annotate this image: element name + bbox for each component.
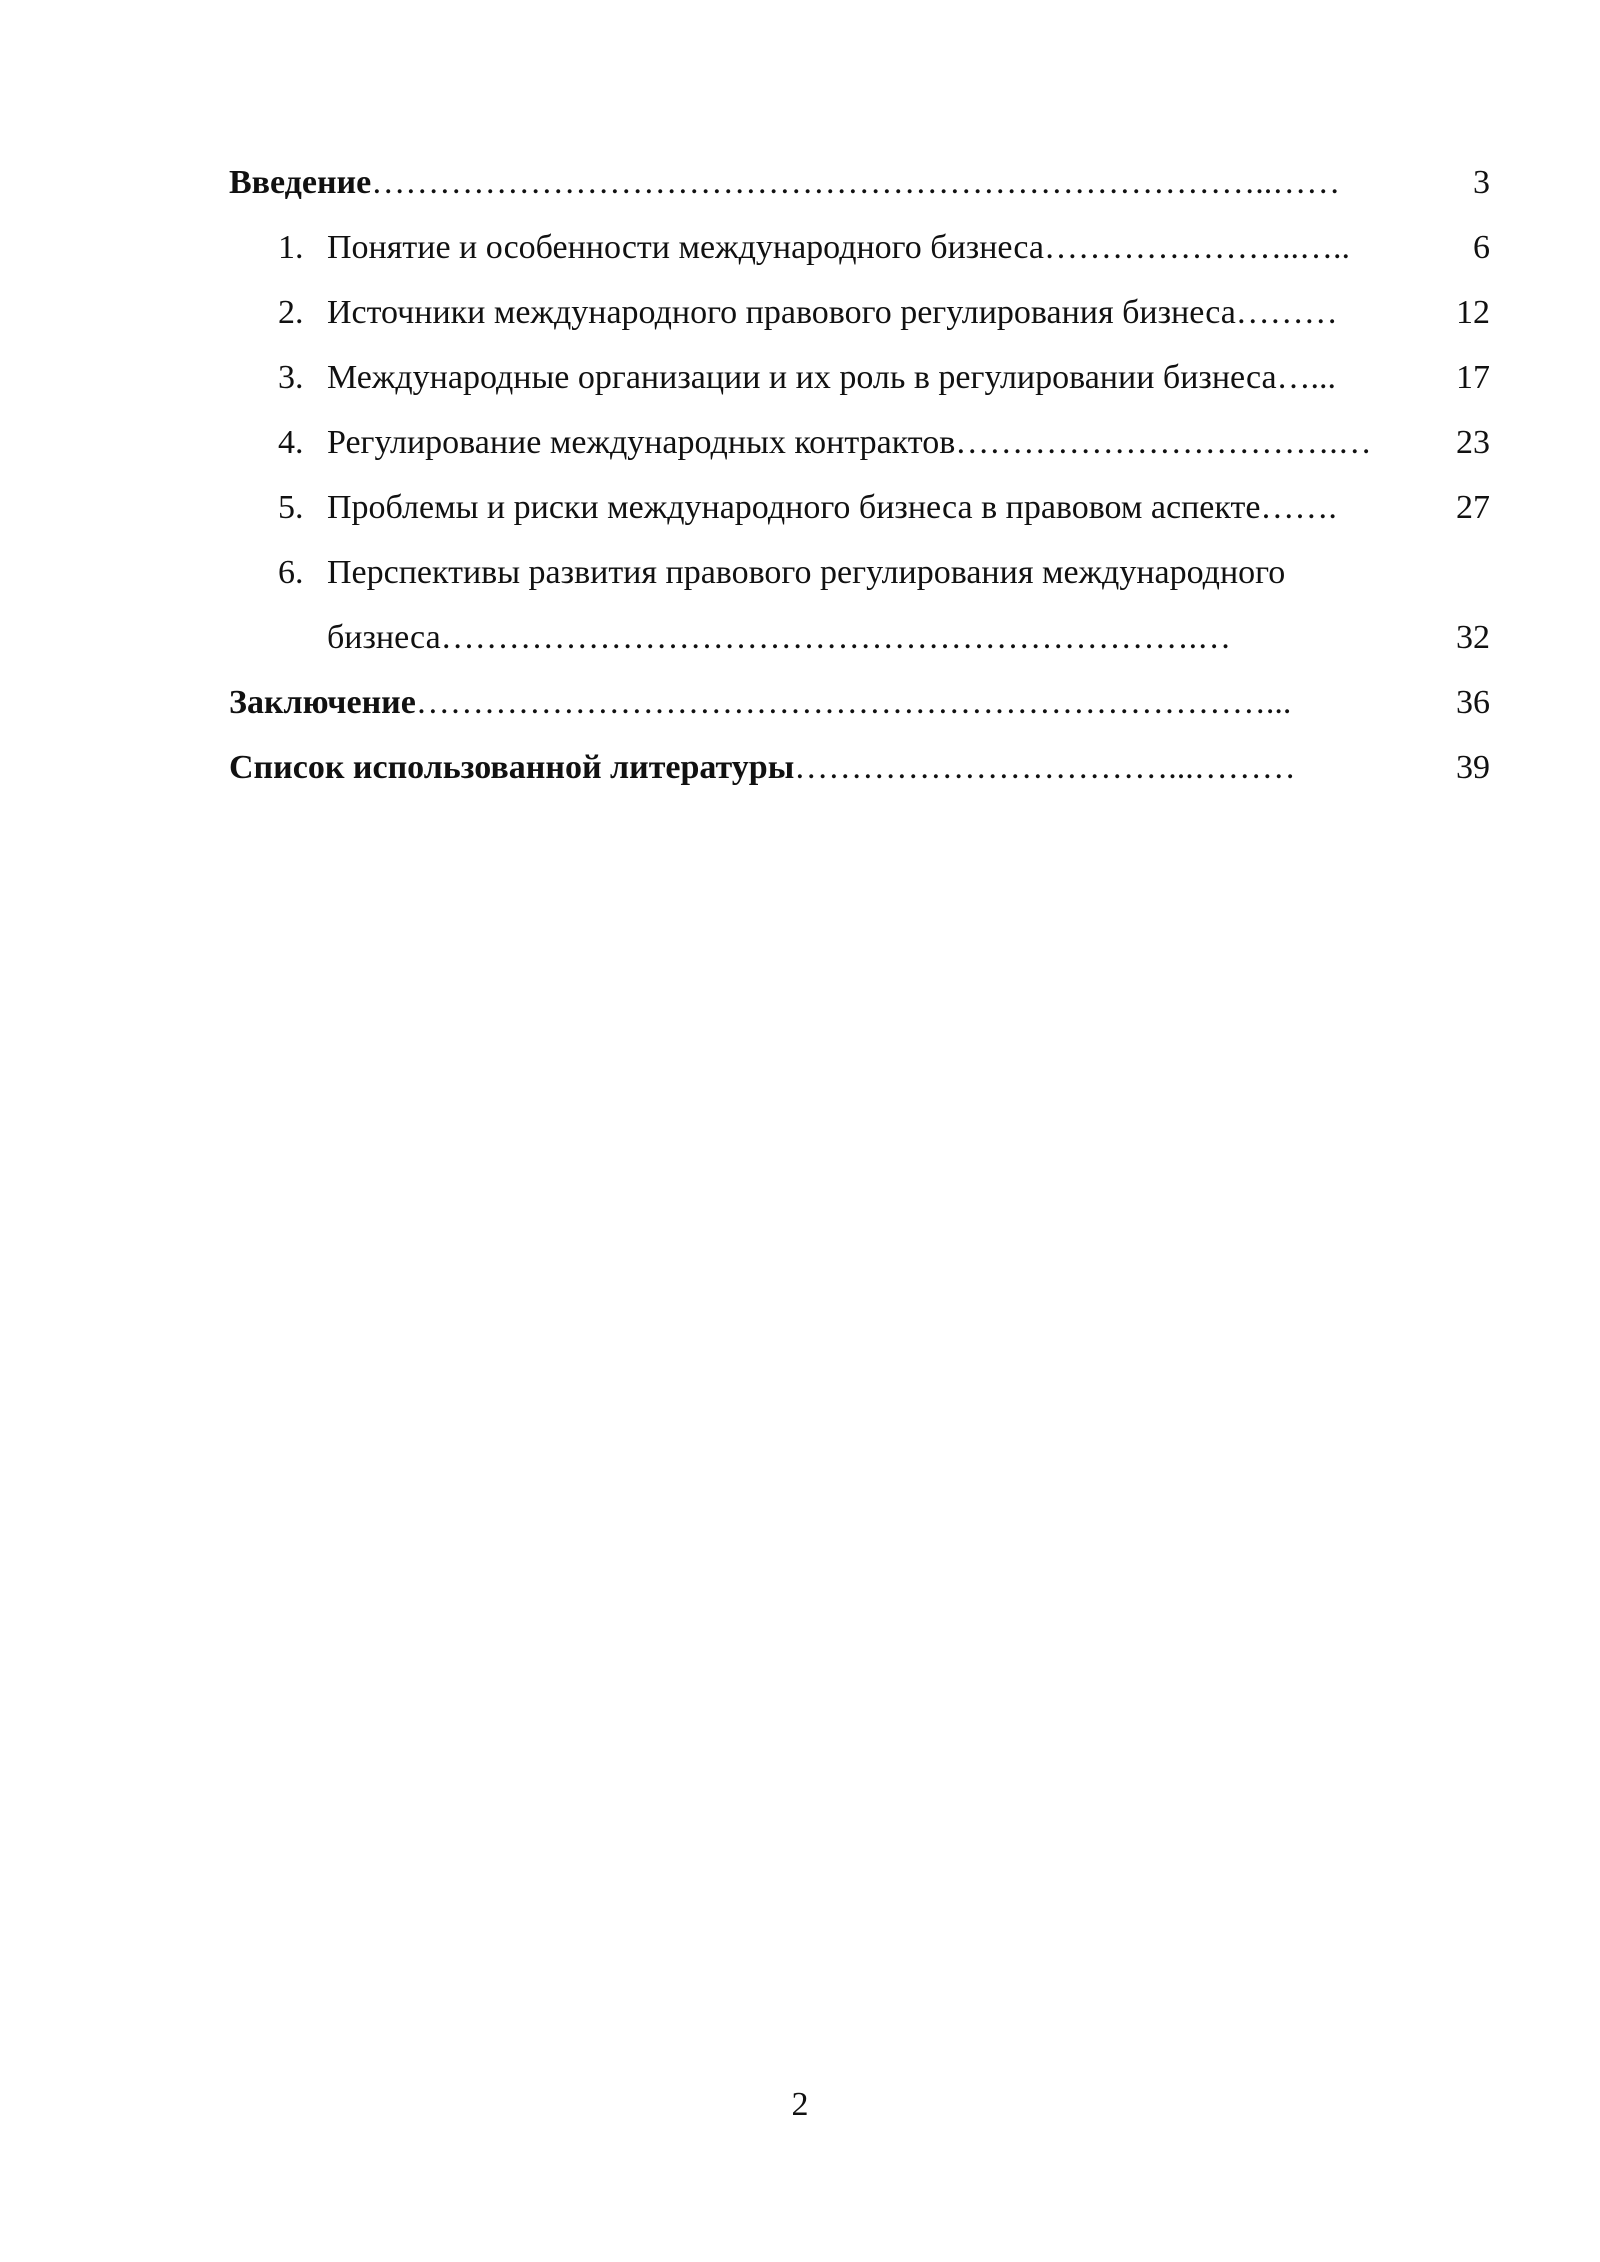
toc-entry-chapter-6-continuation: [229, 605, 1490, 670]
toc-entry-number: 4.: [278, 424, 304, 461]
toc-entry-chapter-5: [229, 475, 1490, 540]
toc-entry-chapter-1: [229, 215, 1490, 280]
toc-entry-number: 6.: [278, 554, 304, 591]
toc-entry-title: Международные организации и их роль в регулировании бизнеса: [327, 359, 1277, 396]
toc-entry-conclusion: [229, 670, 1490, 735]
toc-entry-leader: …………………………….…: [955, 424, 1372, 461]
toc-entry-title: Источники международного правового регулирования бизнеса: [327, 294, 1236, 331]
toc-entry-title: Список использованной литературы: [229, 749, 795, 786]
toc-entry-page: 6: [1473, 229, 1490, 266]
toc-entry-page: 17: [1456, 359, 1490, 396]
table-of-contents: [229, 150, 1490, 800]
toc-entry-page: 27: [1456, 489, 1490, 526]
toc-entry-leader: …...: [1276, 359, 1337, 396]
toc-entry-chapter-3: [229, 345, 1490, 410]
toc-entry-leader: …………………………………………………………………...: [415, 684, 1292, 721]
toc-entry-title: Заключение: [229, 684, 416, 721]
toc-entry-bibliography: [229, 735, 1490, 800]
toc-entry-page: 36: [1456, 684, 1490, 721]
toc-entry-leader: …….: [1260, 489, 1337, 526]
toc-entry-chapter-6: [229, 540, 1490, 605]
toc-entry-chapter-2: [229, 280, 1490, 345]
toc-entry-leader: ……………………………………………………………………..……: [371, 164, 1341, 201]
toc-entry-title: Перспективы развития правового регулирования международного: [327, 554, 1286, 591]
toc-entry-leader: ………: [1235, 294, 1338, 331]
toc-entry-page: 32: [1456, 619, 1490, 656]
toc-entry-page: 3: [1473, 164, 1490, 201]
toc-entry-leader: ………………………………………………………….…: [440, 619, 1232, 656]
toc-entry-intro: [229, 150, 1490, 215]
toc-entry-page: 12: [1456, 294, 1490, 331]
toc-entry-title: Регулирование международных контрактов: [327, 424, 956, 461]
toc-entry-title-continuation: бизнеса: [327, 619, 441, 656]
toc-entry-leader: …………………..…..: [1043, 229, 1350, 266]
toc-entry-number: 3.: [278, 359, 304, 396]
toc-entry-page: 39: [1456, 749, 1490, 786]
toc-entry-leader: ……………………………...………: [794, 749, 1296, 786]
toc-entry-title: Понятие и особенности международного бизнеса: [327, 229, 1044, 266]
toc-entry-number: 2.: [278, 294, 304, 331]
page-number: 2: [791, 2086, 809, 2123]
toc-entry-title: Проблемы и риски международного бизнеса в правовом аспекте: [327, 489, 1261, 526]
toc-entry-number: 5.: [278, 489, 304, 526]
toc-entry-page: 23: [1456, 424, 1490, 461]
toc-entry-number: 1.: [278, 229, 304, 266]
toc-entry-title: Введение: [229, 164, 372, 201]
toc-entry-chapter-4: [229, 410, 1490, 475]
